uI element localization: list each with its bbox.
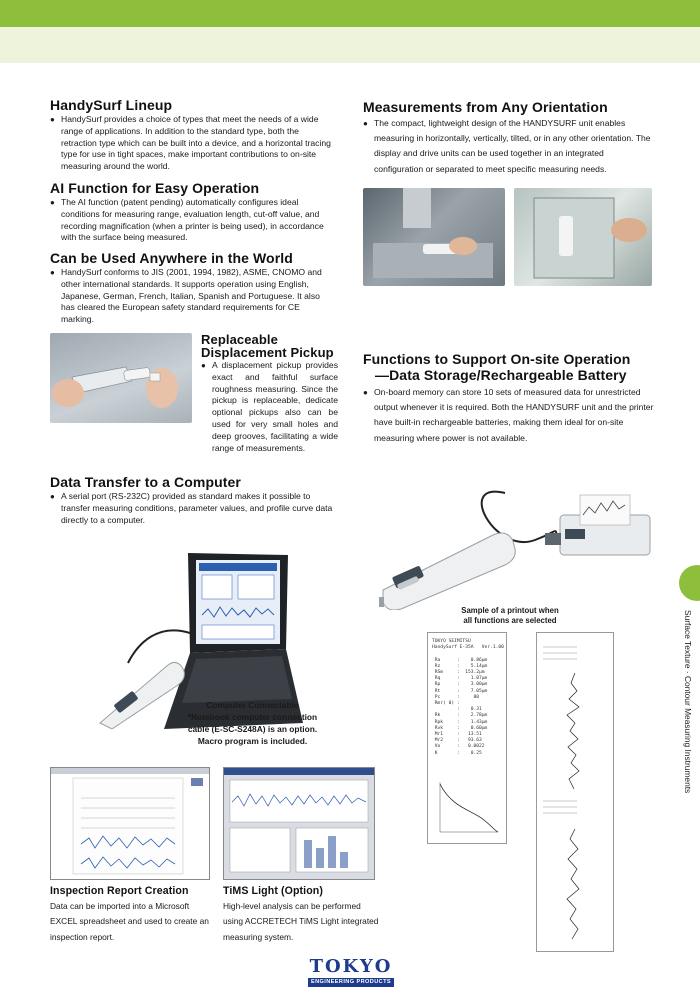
computer-caption-line3: cable (E-SC-S248A) is an option. [187,724,318,734]
report-title: Inspection Report Creation [50,885,189,897]
vertical-measure-art [363,188,505,286]
pickup-photo-art [50,333,192,423]
sidebar-tab [679,565,700,601]
printout-bearing-curve [432,778,502,838]
orientation-section [363,99,653,177]
tims-light-screenshot [223,767,375,880]
computer-caption [175,699,330,747]
vertical-measure-photo [363,188,505,286]
tims-section [223,885,383,945]
onsite-section [363,351,658,446]
pickup-photo [50,333,192,423]
tims-light-art [224,768,374,879]
computer-caption-line4: Macro program is included. [197,736,308,746]
ai-body: ● The AI function (patent pending) automatically configures ideal conditions for measuring range, evaluation length, cut-off value, and recording magnification (when a printer is being used), in accordance with the surface being measured. [50,197,335,244]
world-section [50,250,335,326]
onsite-title-line1: Functions to Support On-site Operation [363,351,631,367]
pickup-body: ● A displacement pickup provides exact and faithful surface roughness measuring. Since the pickup is replaceable, dedicate optional pickups also can be used for very small holes and deep grooves, facilitating a wide range of measurements. [201,360,338,454]
printout-caption-line2: all functions are selected [463,616,557,625]
inspection-report-art [51,768,209,879]
header-subband [0,27,700,63]
logo-sub: ENGINEERING PRODUCTS [308,978,394,987]
transfer-section [50,474,335,526]
printout-sample-2 [536,632,614,952]
transfer-title: Data Transfer to a Computer [50,474,241,490]
lineup-title: HandySurf Lineup [50,97,173,113]
tokyo-logo [308,957,394,991]
tims-title: TiMS Light (Option) [223,885,323,897]
report-section [50,885,215,945]
onsite-body: ● On-board memory can store 10 sets of measured data for unrestricted output whenever it is required. Both the HANDYSURF unit and the printer have built-in rechargeable batteries, making them ideal for on-site measuring where power is not available. [363,385,658,446]
machine-measure-photo [514,188,652,286]
printout-caption-line1: Sample of a printout when [461,606,559,615]
sidebar-text: Surface Texture · Contour Measuring Instruments [683,610,693,794]
pickup-title-line2: Displacement Pickup [201,345,334,360]
printout-sample-1 [427,632,507,844]
orientation-body: ● The compact, lightweight design of the HANDYSURF unit enables measuring in horizontally, vertically, tilted, or in any other orientation. The display and drive units can be used together in an integrated configuration or separated to meet specific measuring needs. [363,116,653,177]
onsite-title-line2: —Data Storage/Rechargeable Battery [375,367,627,383]
handysurf-printer-illustration [375,485,655,610]
header-band [0,0,700,27]
ai-section [50,180,335,244]
world-title: Can be Used Anywhere in the World [50,250,293,266]
report-body: Data can be imported into a Microsoft EXCEL spreadsheet and used to create an inspection report. [50,901,209,942]
tims-body: High-level analysis can be performed using ACCRETECH TiMS Light integrated measuring system. [223,901,379,942]
computer-caption-line2: *Notebook computer connection [187,712,318,722]
printout-caption [440,606,580,626]
machine-measure-art [514,188,652,286]
orientation-title: Measurements from Any Orientation [363,99,608,115]
printout-sample-1-text: TOKYO SEIMITSU HandySurf E-35A Ver.1.00 Ra : 0.86μm Rz : 5.14μm RSm : 153.2μm Rq : 1.07μm Rp : 3.00μm Rt : 7.05μm Pc : 80 Rmr( 0) : : 0.31 Rk : 2.78μm Rpk : 1.43μm Rvk : 0.60μm Mr1 : 13.51 Mr2 : 93.63 Vo : 0.0022 K : 0.25 [432,639,504,756]
pickup-section [201,333,338,454]
lineup-section [50,97,335,173]
printout-profile-curves [537,633,613,951]
logo-main: TOKYO [309,956,393,977]
computer-caption-line1: Computer Connectable [206,700,299,710]
transfer-body: ● A serial port (RS-232C) provided as standard makes it possible to transfer measuring conditions, parameter values, and profile curve data directly to a computer. [50,491,335,526]
ai-title: AI Function for Easy Operation [50,180,260,196]
inspection-report-screenshot [50,767,210,880]
lineup-body: ● HandySurf provides a choice of types that meet the needs of a wide range of applications. In addition to the standard type, both the retraction type which can be built into a device, and a horizontal tracing type for use in tight spaces, make important contributions to on-site measuring around the world. [50,114,335,173]
pickup-title-line1: Replaceable [201,332,278,347]
world-body: ● HandySurf conforms to JIS (2001, 1994, 1982), ASME, CNOMO and other international standards. It supports operation using English, Japanese, German, French, Italian, Spanish and Portuguese. It also has cleared the European safety standard requirements for CE marking. [50,267,335,326]
